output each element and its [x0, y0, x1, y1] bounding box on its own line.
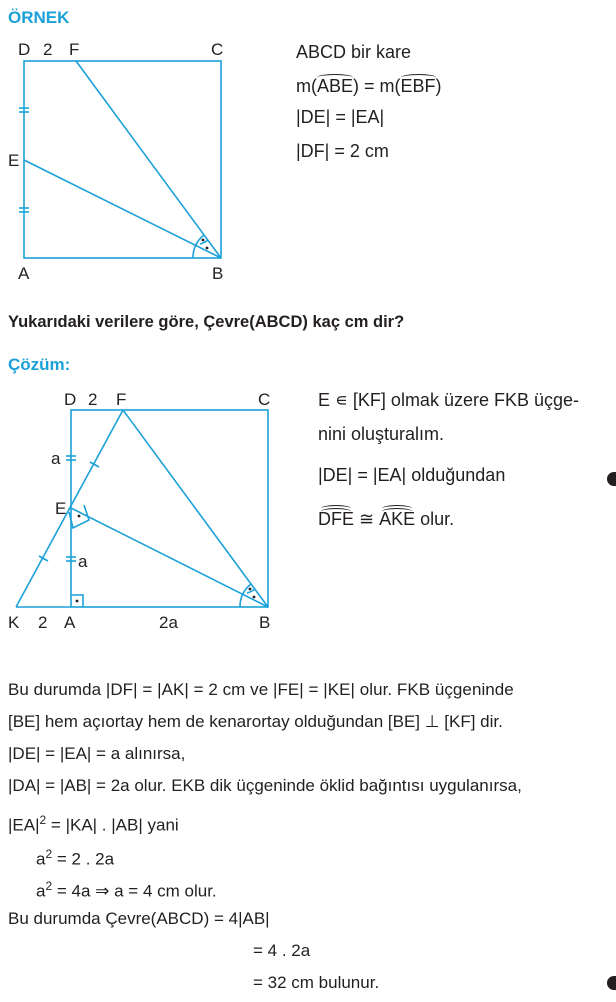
explanation-line-6: $a^2 = 2$ . 2a: [36, 847, 115, 869]
square-abcd-1: [24, 61, 221, 258]
angle-abe: ABE: [317, 76, 354, 96]
segment-fb: [123, 410, 268, 607]
angle-ake: AKE: [379, 509, 416, 529]
edge-mark-bottom: [607, 976, 616, 990]
label-d-1: D: [18, 40, 31, 59]
label-2a-2: 2a: [159, 613, 178, 632]
label-a-top-2: a: [51, 449, 61, 468]
explanation-line-5: $|EA|^2 = |KA|$ . |AB| yani: [8, 813, 179, 835]
solution-side-line-1: E ∊ [KF] olmak üzere FKB üçge-: [318, 390, 580, 410]
angle-dfe: DFE: [318, 509, 354, 529]
label-c-1: C: [211, 40, 224, 59]
explanation-line-1: Bu durumda |DF| = |AK| = 2 cm ve |FE| = |KE| olur. FKB üçgeninde: [8, 680, 514, 699]
given-line-2: m(ABE) = m(EBF): [296, 76, 442, 96]
angle-ebf: EBF: [400, 76, 436, 96]
example-heading: ÖRNEK: [8, 8, 70, 27]
label-f-2: F: [116, 390, 127, 409]
label-a-bottom-2: a: [78, 552, 88, 571]
explanation-line-2: [BE] hem açıortay hem de kenarortay olduğundan [BE] ⊥ [KF] dir.: [8, 712, 503, 731]
explanation-line-9: = 4 . 2a: [253, 941, 311, 960]
segment-eb: [71, 508, 268, 607]
explanation-line-10: = 32 cm bulunur.: [253, 973, 380, 992]
segment-kf: [16, 410, 123, 607]
label-e-2: E: [55, 499, 67, 518]
label-c-2: C: [258, 390, 271, 409]
label-b-1: B: [212, 264, 224, 283]
solution-side-line-3: |DE| = |EA| olduğundan: [318, 465, 506, 485]
explanation-line-4: |DA| = |AB| = 2a olur. EKB dik üçgeninde öklid bağıntısı uygulanırsa,: [8, 776, 522, 795]
explanation-line-7: $a^2 = 4a$ ⇒ a = 4 cm olur.: [36, 879, 217, 901]
solution-heading: Çözüm:: [8, 355, 71, 374]
given-line-3: |DE| = |EA|: [296, 107, 385, 127]
edge-mark-top: [607, 472, 616, 486]
solution-side-line-2: nini oluşturalım.: [318, 424, 445, 444]
figure-2: [16, 410, 268, 607]
label-2-1: 2: [43, 40, 53, 59]
figure-1: [19, 61, 221, 258]
label-a-1: A: [18, 264, 30, 283]
explanation-line-3: |DE| = |EA| = a alınırsa,: [8, 744, 186, 763]
label-b-2: B: [259, 613, 271, 632]
label-f-1: F: [69, 40, 80, 59]
square-abcd-2: [71, 410, 268, 607]
explanation-line-8: Bu durumda Çevre(ABCD) = 4|AB|: [8, 909, 270, 928]
segment-be-1: [24, 160, 221, 258]
question-text: Yukarıdaki verilere göre, Çevre(ABCD) kaç cm dir?: [8, 313, 405, 331]
given-line-1: ABCD bir kare: [296, 42, 412, 62]
label-d-2: D: [64, 390, 77, 409]
given-line-4: |DF| = 2 cm: [296, 141, 389, 161]
label-k-2: K: [8, 613, 20, 632]
label-e-1: E: [8, 151, 20, 170]
label-2-bottom-2: 2: [38, 613, 48, 632]
label-2-top-2: 2: [88, 390, 98, 409]
segment-bf-1: [76, 61, 221, 258]
solution-side-line-4: DFE ≅ AKE olur.: [318, 509, 455, 529]
label-a-vertex-2: A: [64, 613, 76, 632]
